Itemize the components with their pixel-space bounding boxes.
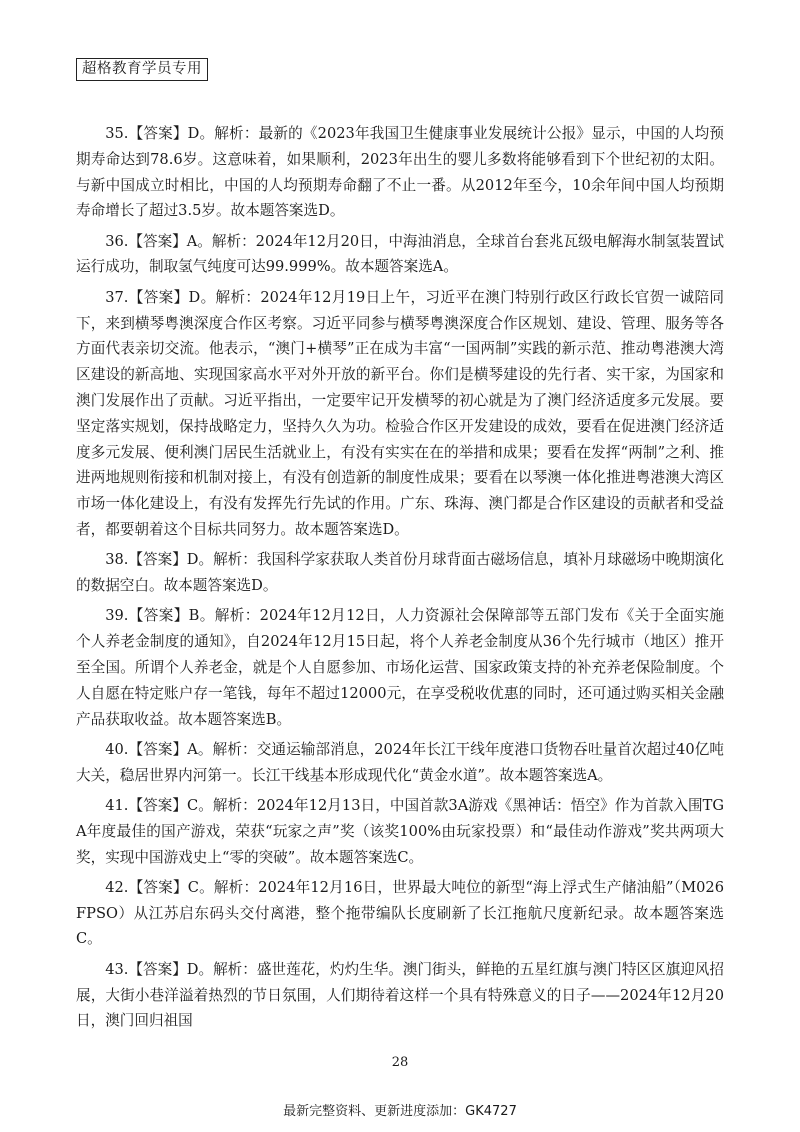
- footer-contact-note: 最新完整资料、更新进度添加：GK4727: [283, 1104, 517, 1119]
- watermark-header-label: 超格教育学员专用: [76, 58, 208, 81]
- answer-item-39: 39.【答案】B。解析：2024年12月12日，人力资源社会保障部等五部门发布《关于全面实施个人养老金制度的通知》，自2024年12月15日起，将个人养老金制度从36个先行城市（地区）推开至全国。所谓个人养老金，就是个人自愿参加、市场化运营、国家政策支持的补充养老保险制度。个人自愿在特定账户存一笔钱，每年不超过12000元，在享受税收优惠的同时，还可通过购买相关金融产品获取收益。故本题答案选B。: [76, 607, 724, 728]
- answer-item-42: 42.【答案】C。解析：2024年12月16日，世界最大吨位的新型“海上浮式生产储油船”（M026 FPSO）从江苏启东码头交付离港，整个拖带编队长度刷新了长江拖航尺度新纪录。故本题答案选C。: [76, 878, 724, 948]
- page-number: 28: [391, 1055, 409, 1070]
- answer-list: [76, 121, 724, 1039]
- answer-item-36: 36.【答案】A。解析：2024年12月20日，中海油消息，全球首台套兆瓦级电解海水制氢装置试运行成功，制取氢气纯度可达99.999%。故本题答案选A。: [76, 232, 724, 276]
- answer-item-37: 37.【答案】D。解析：2024年12月19日上午，习近平在澳门特别行政区行政长官贺一诚陪同下，来到横琴粤澳深度合作区考察。习近平同参与横琴粤澳深度合作区规划、建设、管理、服务等各方面代表亲切交流。他表示，“澳门+横琴”正在成为丰富“一国两制”实践的新示范、推动粤港澳大湾区建设的新高地、实现国家高水平对外开放的新平台。你们是横琴建设的先行者、实干家，为国家和澳门发展作出了贡献。习近平指出，一定要牢记开发横琴的初心就是为了澳门经济适度多元发展。要坚定落实规划，保持战略定力，坚持久久为功。检验合作区开发建设的成效，要看在促进澳门经济适度多元发展、便利澳门居民生活就业上，有没有实实在在的举措和成果；要看在发挥“两制”之利、推进两地规则衔接和机制对接上，有没有创造新的制度性成果；要看在以琴澳一体化推进粤港澳大湾区市场一体化建设上，有没有发挥先行先试的作用。广东、珠海、澳门都是合作区建设的贡献者和受益者，都要朝着这个目标共同努力。故本题答案选D。: [76, 288, 724, 538]
- answer-item-40: 40.【答案】A。解析：交通运输部消息，2024年长江干线年度港口货物吞吐量首次超过40亿吨大关，稳居世界内河第一。长江干线基本形成现代化“黄金水道”。故本题答案选A。: [76, 740, 724, 784]
- answer-item-43: 43.【答案】D。解析：盛世莲花，灼灼生华。澳门街头，鲜艳的五星红旗与澳门特区区旗迎风招展，大街小巷洋溢着热烈的节日氛围，人们期待着这样一个具有特殊意义的日子——2024年12月20日，澳门回归祖国: [76, 960, 724, 1030]
- answer-item-35: 35.【答案】D。解析：最新的《2023年我国卫生健康事业发展统计公报》显示，中国的人均预期寿命达到78.6岁。这意味着，如果顺利，2023年出生的婴儿多数将能够看到下个世纪初的太阳。与新中国成立时相比，中国的人均预期寿命翻了不止一番。从2012年至今，10余年间中国人均预期寿命增长了超过3.5岁。故本题答案选D。: [76, 125, 724, 220]
- answer-item-41: 41.【答案】C。解析：2024年12月13日，中国首款3A游戏《黑神话：悟空》作为首款入围TGA年度最佳的国产游戏，荣获“玩家之声”奖（该奖100%由玩家投票）和“最佳动作游戏”奖共两项大奖，实现中国游戏史上“零的突破”。故本题答案选C。: [76, 796, 724, 866]
- answer-item-38: 38.【答案】D。解析：我国科学家获取人类首份月球背面古磁场信息，填补月球磁场中晚期演化的数据空白。故本题答案选D。: [76, 551, 724, 595]
